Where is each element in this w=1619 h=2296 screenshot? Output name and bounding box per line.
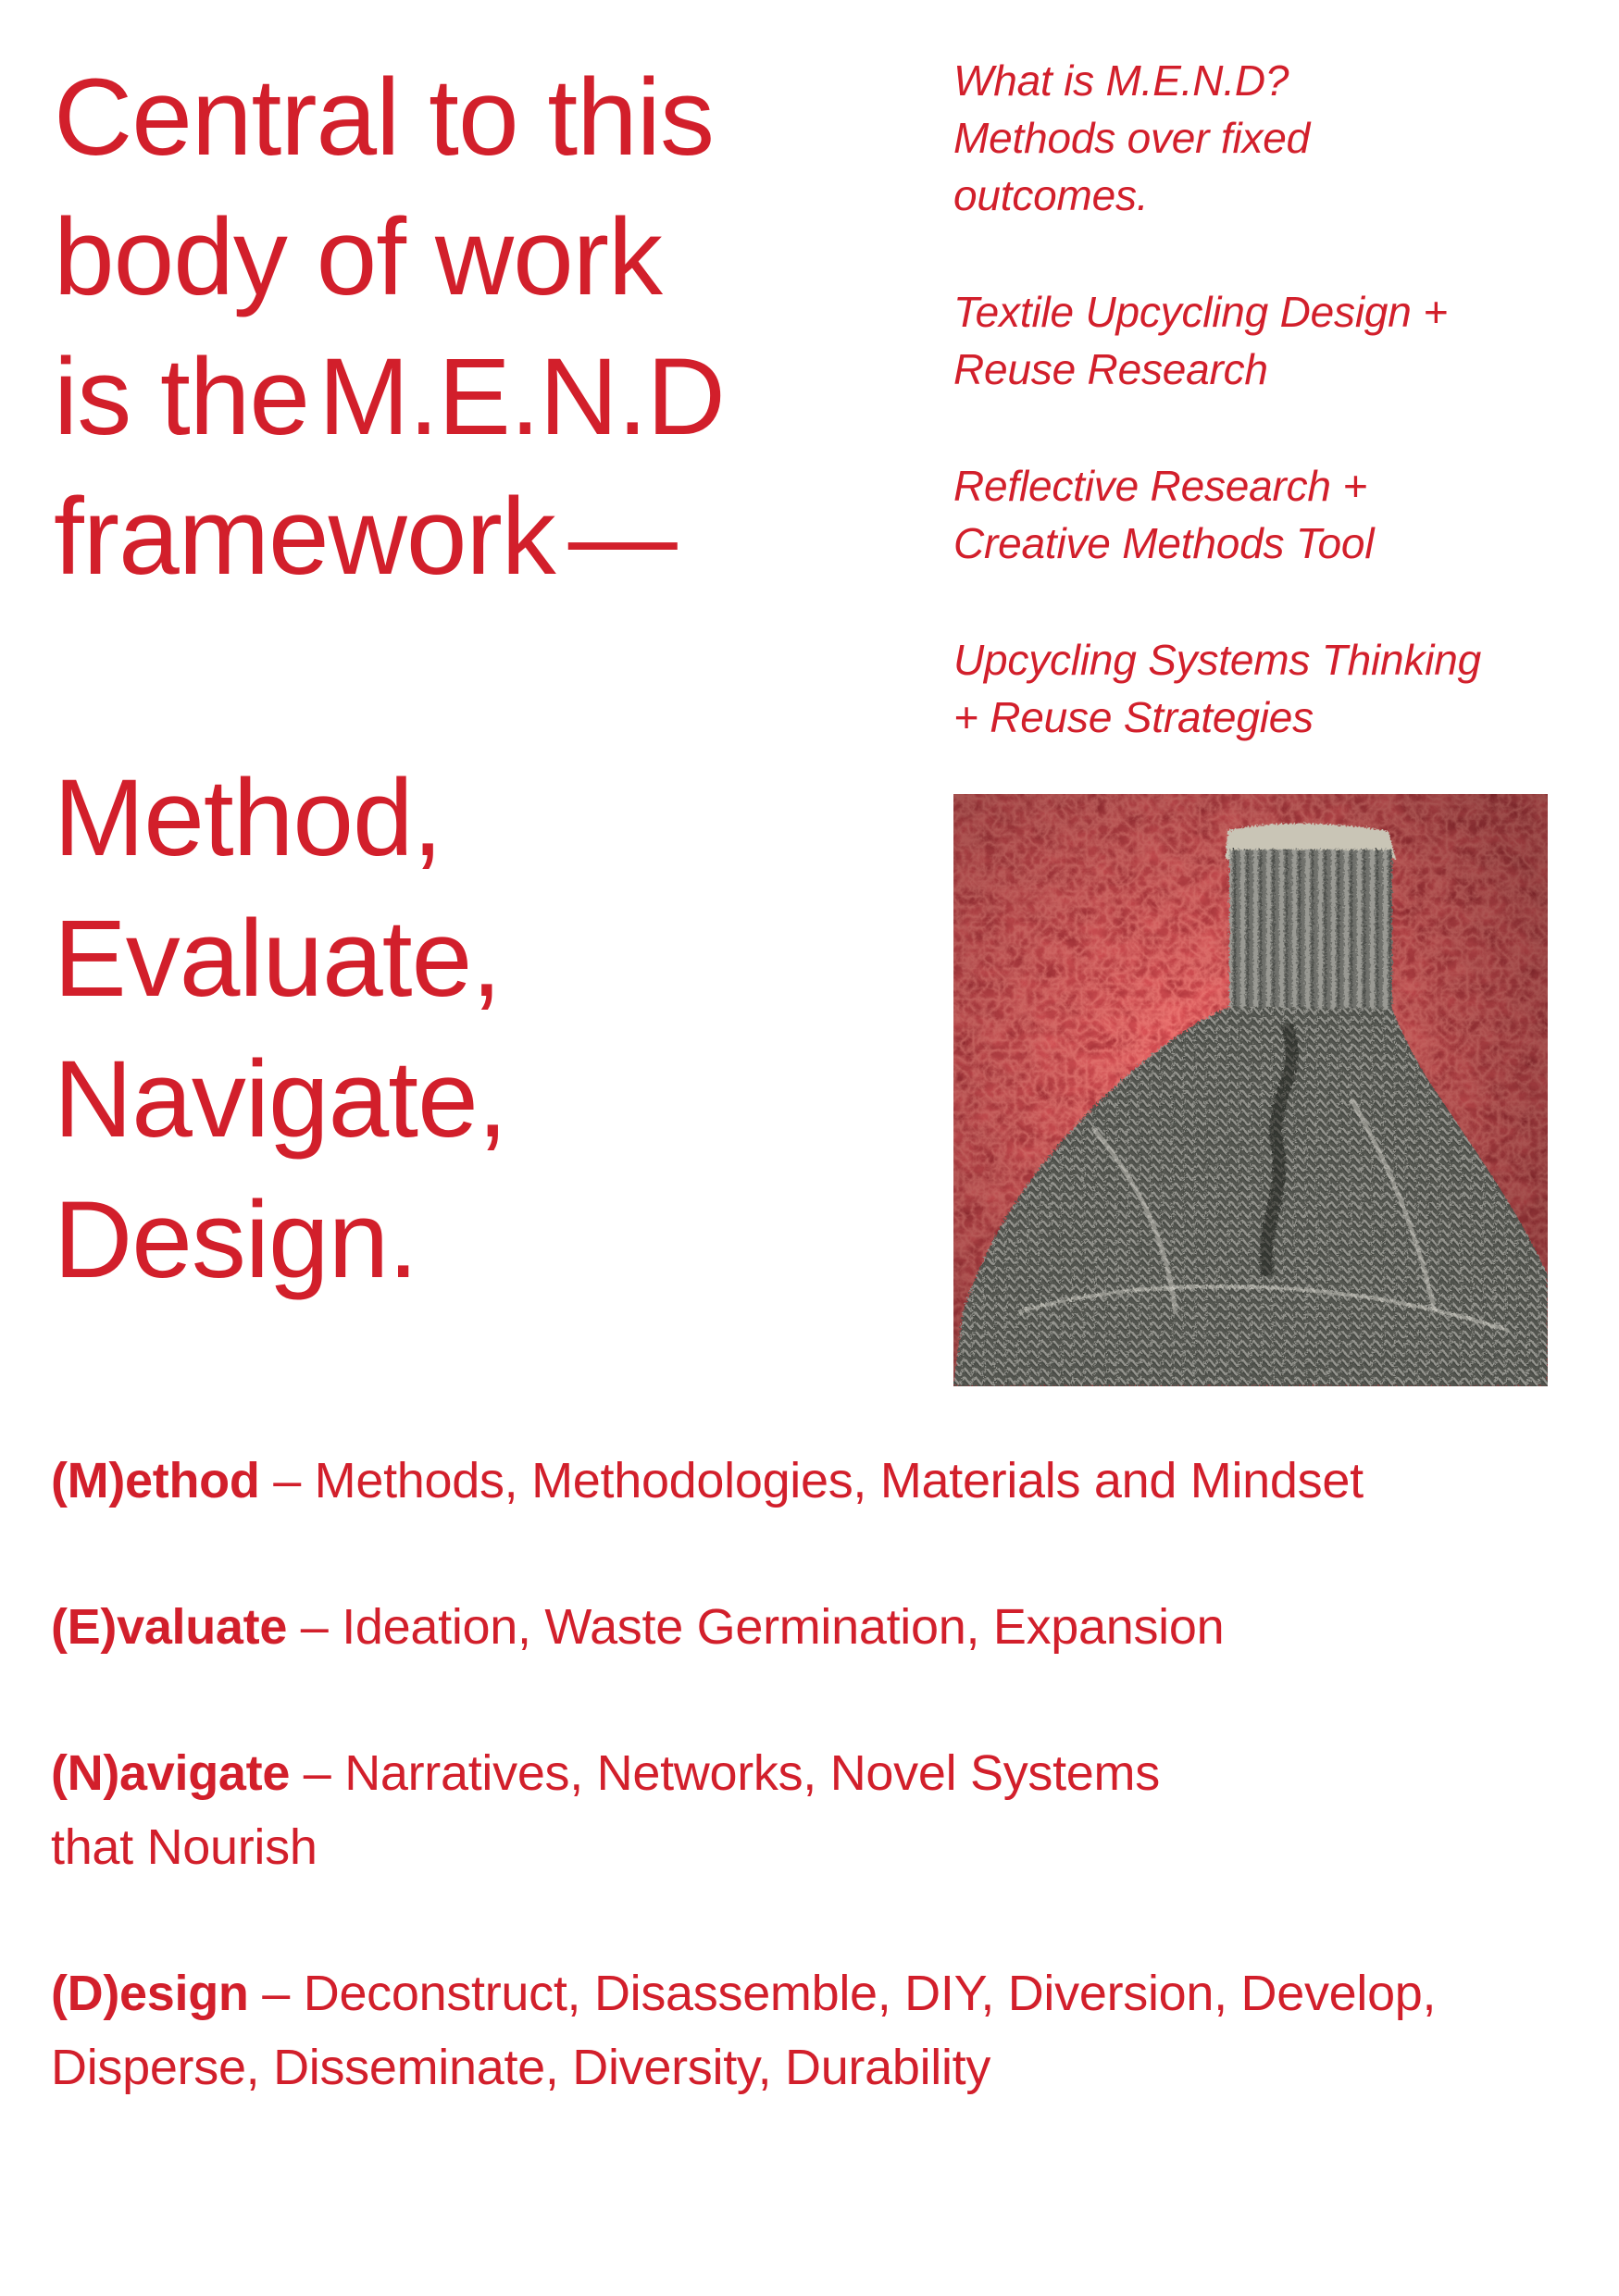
sidebar-notes: [953, 52, 1564, 805]
sidebar-text-line: Textile Upcycling Design +: [953, 288, 1448, 336]
definition-continuation: Disperse, Disseminate, Diversity, Durability: [51, 2040, 991, 2095]
definition-line: [51, 1444, 1588, 1518]
definition-text: – Narratives, Networks, Novel Systems: [290, 1745, 1160, 1801]
sidebar-text-line: Creative Methods Tool: [953, 519, 1375, 567]
keyword-method: Method,: [54, 757, 442, 879]
definition-evaluate: [51, 1590, 1588, 1664]
keyword-navigate: Navigate,: [54, 1038, 507, 1160]
keyword-design: Design.: [54, 1179, 418, 1301]
sidebar-text-line: outcomes.: [953, 171, 1149, 219]
definition-text: – Deconstruct, Disassemble, DIY, Diversion, Develop,: [248, 1966, 1437, 2021]
headline-line-3: [54, 328, 887, 467]
headline-dash: —: [567, 476, 677, 598]
definition-term: (E)valuate: [51, 1599, 288, 1655]
knitted-garment-photo: [953, 794, 1548, 1386]
headline-framework: framework: [54, 476, 555, 598]
sidebar-text-line: Reflective Research +: [953, 462, 1368, 510]
sidebar-text-line: Reuse Research: [953, 345, 1268, 393]
headline-is-the: is the: [54, 336, 310, 458]
definition-term: (D)esign: [51, 1966, 249, 2021]
definition-line: [51, 1590, 1588, 1664]
definition-continuation: that Nourish: [51, 1819, 318, 1875]
headline-line-1: Central to this: [54, 56, 714, 179]
knitted-garment-illustration: [953, 794, 1548, 1386]
definition-text: – Ideation, Waste Germination, Expansion: [287, 1599, 1225, 1655]
definition-method: [51, 1444, 1588, 1518]
headline-mend-acronym: M.E.N.D: [318, 336, 725, 458]
headline-line-2: body of work: [54, 196, 662, 318]
definition-text: – Methods, Methodologies, Materials and Mindset: [259, 1453, 1364, 1508]
headline: [54, 48, 887, 607]
mend-keywords: [54, 748, 507, 1310]
definition-navigate: [51, 1736, 1588, 1884]
mend-definitions: [51, 1444, 1588, 2177]
sidebar-text-line: Methods over fixed: [953, 114, 1311, 162]
keyword-evaluate: Evaluate,: [54, 898, 501, 1020]
sidebar-text-line: What is M.E.N.D?: [953, 56, 1289, 105]
sidebar-text-line: Upcycling Systems Thinking: [953, 636, 1482, 684]
definition-design: [51, 1956, 1588, 2104]
sidebar-reflective-research: [953, 457, 1564, 572]
sidebar-text-line: + Reuse Strategies: [953, 693, 1314, 741]
definition-line: [51, 1956, 1588, 2030]
sidebar-textile-upcycling: [953, 283, 1564, 398]
definition-term: (N)avigate: [51, 1745, 291, 1801]
headline-line-4: [54, 467, 887, 607]
definition-line: [51, 1736, 1588, 1810]
sidebar-what-is-mend: [953, 52, 1564, 224]
definition-term: (M)ethod: [51, 1453, 260, 1508]
sidebar-systems-thinking: [953, 631, 1564, 746]
